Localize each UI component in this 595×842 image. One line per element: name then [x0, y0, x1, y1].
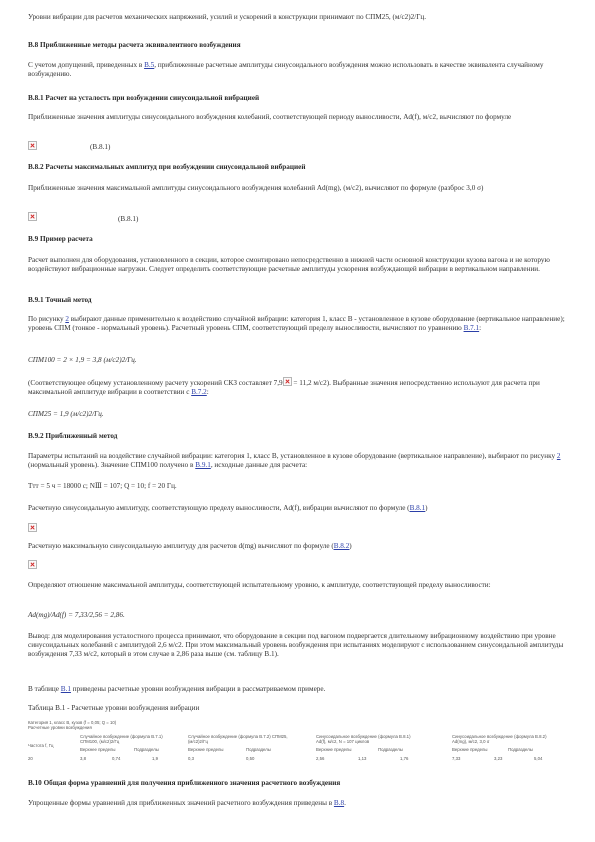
- link-b81[interactable]: В.8.1: [409, 504, 426, 512]
- paragraph-conclusion: Вывод: для моделирования усталостного процесса принимают, что оборудование в секции под вагоном подвергается длительному вибрационному воздействию при уровне синусоидальных колебаний с амплитудой 2,6 м/с2. При этом максимальный уровень возбуждения при испытаниях моделируют с использованием синусоидальной амплитуды возбуждения 7,33 м/с2, который в этом случае в 2,86 раза выше (см. таблицу В.1).: [28, 632, 564, 658]
- section-heading-b81: В.8.1 Расчет на усталость при возбуждении синусоидальной вибрацией: [28, 94, 260, 102]
- section-heading-b92: В.9.2 Приближенный метод: [28, 432, 118, 440]
- input-parameters: Ттт = 5 ч = 18000 с; NⅢ = 107; Q = 10; f = 20 Гц.: [28, 482, 177, 490]
- section-heading-b10: В.10 Общая форма уравнений для получения приближенного значения расчетного возбуждения: [28, 779, 341, 787]
- link-table-b1[interactable]: В.1: [60, 685, 71, 693]
- formula-image-b82: [28, 212, 37, 221]
- table-cell: 1,76: [400, 756, 409, 761]
- table-caption-line1: Категория 1, класс В, кузов (f = 0,05; Q = 10): [28, 720, 117, 725]
- link-figure-2[interactable]: 2: [65, 315, 69, 323]
- table-subheader: Верхние пределы: [316, 747, 352, 752]
- link-b82[interactable]: В.8.2: [333, 542, 350, 550]
- table-header-sine-2b: Аd(mg), м/с2, 3,0 σ: [452, 739, 490, 744]
- link-b8[interactable]: В.8: [333, 799, 345, 807]
- paragraph-fatigue-formula: Приближенные значения амплитуды синусоидального возбуждения колебаний, соответствующей периоду выносливости, Аd(f), м/с2, вычисляют по формуле: [28, 113, 512, 121]
- table-caption-line2: Расчетные уровни возбуждения: [28, 725, 92, 730]
- paragraph-max-amplitude: Приближенные значения максимальной амплитуды синусоидального возбуждения колебаний Аd(mg), (м/с2), вычисляют по формуле (разброс 3,0 σ): [28, 184, 484, 192]
- table-cell: 3,8: [80, 756, 86, 761]
- table-cell: 0,50: [246, 756, 255, 761]
- section-heading-b9: В.9 Пример расчета: [28, 235, 93, 243]
- table-header-frequency: Частота f, Гц: [28, 743, 54, 748]
- table-header-random-1a: Случайное возбуждение (формула В.7.1): [80, 734, 163, 739]
- formula-image-calc1: [28, 523, 37, 532]
- formula-number-1: (В.8.1): [90, 143, 111, 151]
- table-subheader: Верхние пределы: [452, 747, 488, 752]
- equation-ratio: Аd(mg)/Аd(f) = 7,33/2,56 = 2,86.: [28, 611, 125, 619]
- paragraph-table-ref: В таблице В.1 приведены расчетные уровни возбуждения вибрации в рассматриваемом примере.: [28, 685, 326, 693]
- formula-image-b81: [28, 141, 37, 150]
- paragraph-assumptions: С учетом допущений, приведенных в В.5, приближенные расчетные амплитуды синусоидального возбуждения можно использовать в качестве эквивалента случайному возбуждению.: [28, 61, 544, 78]
- table-cell: 0,74: [112, 756, 121, 761]
- link-b91[interactable]: В.9.1: [195, 461, 211, 469]
- formula-image-calc2: [28, 560, 37, 569]
- sqrt-image: [283, 377, 292, 386]
- table-cell: 0,3: [188, 756, 194, 761]
- table-subheader: Верхние пределы: [188, 747, 224, 752]
- table-cell: 5,04: [534, 756, 543, 761]
- equation-spm100: СПМ100 = 2 × 1,9 = 3,8 (м/с2)2/Гц.: [28, 356, 137, 364]
- formula-number-2: (В.8.1): [118, 215, 139, 223]
- paragraph-approx-method: Параметры испытаний на воздействие случайной вибрации: категория 1, класс В, установленное в кузове оборудование (вертикальное направление), выбирают по рисунку 2 (нормальный уровень). Значение СПМ100 получено в В.9.1, исходные данные для расчета:: [28, 452, 561, 469]
- paragraph-simplified-forms: Упрощенные формы уравнений для приближенных значений расчетного возбуждения приведены в В.8.: [28, 799, 346, 807]
- table-cell: 1,13: [358, 756, 367, 761]
- table-header-sine-1b: Аd(f), м/с2, N = 107 циклов: [316, 739, 370, 744]
- table-header-random-1b: СПМ100, (м/с2)2/Гц: [80, 739, 120, 744]
- table-cell: 3,23: [494, 756, 503, 761]
- paragraph-rms: (Соответствующее общему установленному расчету ускорений СКЗ составляет 7,9 = 11,2 м/с2). Выбранные значения непосредственно используют для расчета при максимальной амплитуде вибрации в соответствии с В.7.2:: [28, 379, 540, 396]
- table-cell: 20: [28, 756, 33, 761]
- paragraph-example: Расчет выполнен для оборудования, установленного в секции, которое смонтировано непосредственно в нижней части основной конструкции кузова вагона и не которую воздействуют вибрационные нагрузки. Следует определить соответствующие расчетные амплитуды ускорения возбуждающей вибрации в вертикальном направлении.: [28, 256, 550, 273]
- table-header-sine-2a: Синусоидальное возбуждение (формула В.8.2): [452, 734, 547, 739]
- table-cell: 7,33: [452, 756, 461, 761]
- link-b71[interactable]: В.7.1: [463, 324, 480, 332]
- table-header-sine-1a: Синусоидальное возбуждение (формула В.8.1): [316, 734, 411, 739]
- link-b72[interactable]: В.7.2: [191, 388, 207, 396]
- section-heading-b82: В.8.2 Расчеты максимальных амплитуд при возбуждении синусоидальной вибрацией: [28, 163, 306, 171]
- table-subheader: Верхнее пределы: [80, 747, 116, 752]
- paragraph-spm25: Уровни вибрации для расчетов механических напряжений, усилий и ускорений в конструкции принимают по СПМ25, (м/с2)2/Гц.: [28, 13, 427, 21]
- section-heading-b8: В.8 Приближенные методы расчета эквивалентного возбуждения: [28, 41, 241, 49]
- paragraph-sine-amplitude: Расчетную синусоидальную амплитуду, соответствующую пределу выносливости, Аd(f), вибрации вычисляют по формуле (В.8.1): [28, 504, 428, 512]
- link-figure-2b[interactable]: 2: [556, 452, 561, 460]
- section-heading-b91: В.9.1 Точный метод: [28, 296, 92, 304]
- table-title: Таблица В.1 - Расчетные уровни возбуждения вибрации: [28, 704, 200, 712]
- table-subheader: Подразделы: [508, 747, 533, 752]
- paragraph-max-sine: Расчетную максимальную синусоидальную амплитуду для расчетов d(mg) вычисляют по формуле (В.8.2): [28, 542, 352, 550]
- table-subheader: Подразделы: [246, 747, 271, 752]
- table-subheader: Подразделы: [134, 747, 159, 752]
- link-b5[interactable]: В.5: [144, 61, 155, 69]
- equation-spm25: СПМ25 = 1,9 (м/с2)2/Гц.: [28, 410, 104, 418]
- paragraph-exact-method: По рисунку 2 выбирают данные применительно к воздействию случайной вибрации: категория 1, класс В - установленное в кузове оборудование (вертикальное направление); уровень СПМ (тонкое - нормальный уровень). Расчетный уровень СПМ, соответствующий пределу выносливости, вычисляют по уравнению В.7.1:: [28, 315, 565, 332]
- table-header-random-2a: Случайное возбуждение (формула В.7.2) СПМ25,: [188, 734, 288, 739]
- table-cell: 2,56: [316, 756, 325, 761]
- table-cell: 1,9: [152, 756, 158, 761]
- table-subheader: Подразделы: [378, 747, 403, 752]
- paragraph-ratio: Определяют отношение максимальной амплитуды, соответствующей испытательному уровню, к амплитуде, соответствующей пределу выносливости:: [28, 581, 491, 589]
- table-header-random-2b: (м/с2)2/Гц: [188, 739, 208, 744]
